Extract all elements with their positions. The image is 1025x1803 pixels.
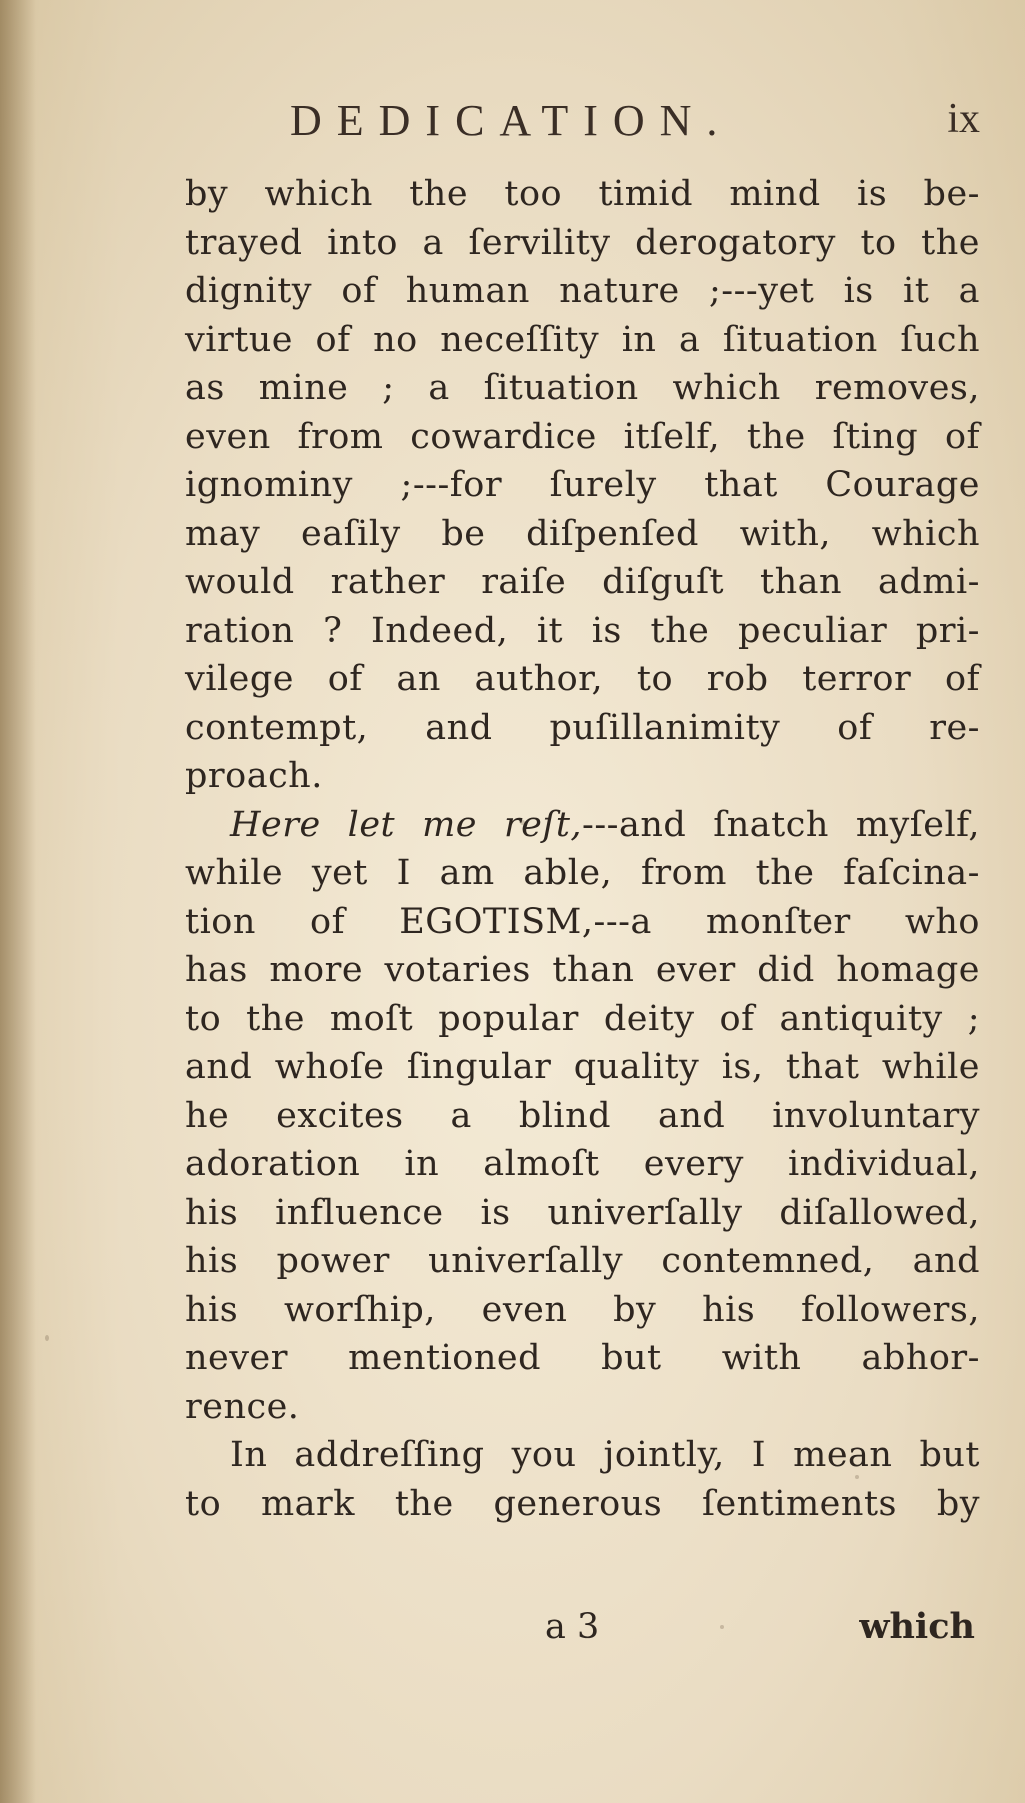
text-line: proach.	[185, 756, 323, 796]
text-line: ignominy ;---for ſurely that Courage	[185, 465, 980, 505]
italic-phrase: Here let me reſt,	[230, 804, 583, 845]
page-footer	[185, 1602, 980, 1652]
text-line: while yet I am able, from the faſcina-	[185, 853, 980, 893]
text-line: never mentioned but with abhor-	[185, 1338, 980, 1378]
text-line: tion of EGOTISM,---a monſter who	[185, 901, 980, 942]
gutter-shadow	[0, 0, 36, 1803]
text-line: adoration in almoſt every individual,	[185, 1144, 980, 1184]
text-line: he excites a blind and involuntary	[185, 1095, 980, 1136]
paper-speck	[855, 1475, 859, 1479]
text-line: would rather raiſe diſguſt than admi-	[185, 562, 980, 602]
text-line: contempt, and puſillanimity of re-	[185, 707, 980, 748]
text-line: may eaſily be diſpenſed with, which	[185, 513, 980, 554]
text-line: by which the too timid mind is be-	[185, 174, 980, 214]
text-line: his influence is univerſally diſallowed,	[185, 1192, 980, 1233]
paragraph-start-line	[185, 801, 980, 850]
paragraph-start-line: In addreſſing you jointly, I mean but	[230, 1435, 980, 1475]
text-fragment: ---and ſnatch myſelf,	[582, 804, 980, 845]
text-line: rence.	[185, 1386, 300, 1427]
paper-speck	[45, 1335, 49, 1341]
text-line: his power univerſally contemned, and	[185, 1241, 980, 1281]
page-number: ix	[947, 96, 980, 142]
paper-speck	[720, 1625, 724, 1629]
text-line: trayed into a ſervility derogatory to the	[185, 222, 980, 263]
text-line: has more votaries than ever did homage	[185, 950, 980, 990]
text-line: and whoſe ſingular quality is, that while	[185, 1047, 980, 1087]
paper-speck	[520, 820, 525, 825]
text-line: virtue of no neceſſity in a ſituation ſuch	[185, 319, 980, 360]
text-line: dignity of human nature ;---yet is it a	[185, 271, 980, 311]
text-line: his worſhip, even by his followers,	[185, 1289, 980, 1330]
text-line: to mark the generous ſentiments by	[185, 1483, 980, 1524]
running-head	[185, 95, 980, 155]
signature-mark: a 3	[545, 1607, 600, 1647]
body-text	[185, 170, 980, 1528]
text-line: to the moſt popular deity of antiquity ;	[185, 998, 980, 1039]
text-line: even from cowardice itſelf, the ſting of	[185, 416, 980, 457]
text-line: vilege of an author, to rob terror of	[185, 659, 980, 699]
text-line: ration ? Indeed, it is the peculiar pri-	[185, 610, 980, 651]
text-line: as mine ; a ſituation which removes,	[185, 368, 980, 408]
running-head-title: DEDICATION.	[290, 96, 733, 145]
catchword: which	[859, 1606, 975, 1647]
